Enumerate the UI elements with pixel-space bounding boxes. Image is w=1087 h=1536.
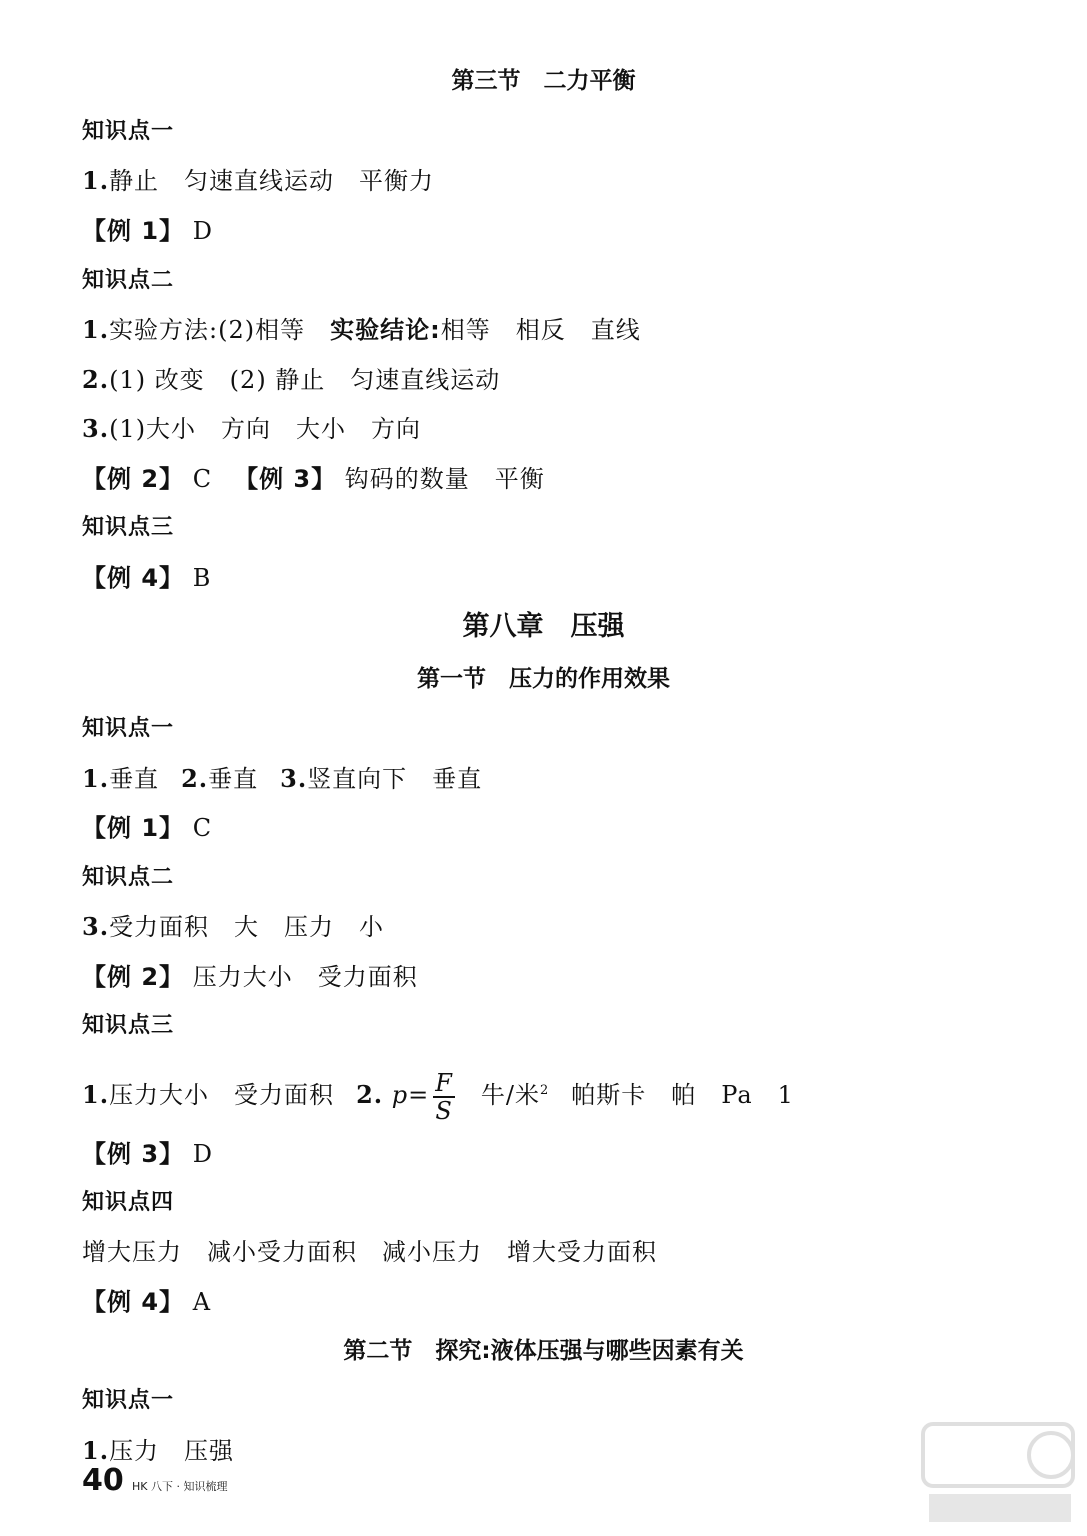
example-label: 【例 1】 — [82, 217, 185, 245]
example-label: 【例 4】 — [82, 564, 185, 592]
item-number: 2. — [82, 365, 110, 394]
footer-label: HK 八下 · 知识梳理 — [132, 1480, 228, 1493]
answer-text: 静止 匀速直线运动 平衡力 — [109, 167, 435, 195]
answer-text: 竖直向下 垂直 — [307, 765, 483, 793]
answer-line-b2 — [82, 365, 500, 395]
knowledge-point-1-heading: 知识点一 — [82, 716, 175, 741]
answer-text: 垂直 — [208, 765, 259, 793]
answer-line-c — [82, 764, 482, 794]
answer-line-b3 — [82, 414, 421, 444]
chapter-title: 第八章 压强 — [462, 611, 625, 642]
section-title-liquid-pressure: 第二节 探究:液体压强与哪些因素有关 — [343, 1338, 744, 1364]
watermark-url-bar — [929, 1494, 1071, 1522]
example-4-line — [82, 563, 211, 593]
knowledge-point-3-heading: 知识点三 — [82, 1013, 175, 1038]
answer-text: 垂直 — [109, 765, 160, 793]
example-answer: D — [192, 1140, 213, 1168]
example-label: 【例 3】 — [82, 1140, 185, 1168]
example-4-line — [82, 1287, 211, 1317]
example-2-3-line — [82, 464, 545, 494]
item-number: 1. — [82, 166, 110, 195]
answer-line-f: 增大压力 减小受力面积 减小压力 增大受力面积 — [82, 1238, 657, 1266]
watermark-circle — [1029, 1433, 1073, 1477]
answer-line-e — [82, 1063, 794, 1124]
example-1-line — [82, 216, 213, 246]
example-label: 【例 2】 — [82, 465, 185, 493]
example-answer: D — [192, 217, 213, 245]
knowledge-point-2-heading: 知识点二 — [82, 268, 175, 293]
section-title-pressure-effect: 第一节 压力的作用效果 — [417, 666, 670, 692]
answer-line-1 — [82, 166, 434, 196]
answer-line-g — [82, 1436, 234, 1466]
page-number: 40 — [82, 1463, 124, 1498]
example-label: 【例 3】 — [234, 465, 337, 493]
unit-exponent: 2 — [540, 1083, 550, 1098]
example-label: 【例 1】 — [82, 814, 185, 842]
answer-text: 相等 相反 直线 — [440, 316, 641, 344]
knowledge-point-3-heading: 知识点三 — [82, 515, 175, 540]
answer-text: 帕斯卡 帕 Pa 1 — [571, 1081, 794, 1109]
answer-line-b1 — [82, 315, 641, 345]
answer-text: (1) 改变 (2) 静止 匀速直线运动 — [109, 366, 501, 394]
knowledge-point-4-heading: 知识点四 — [82, 1190, 175, 1215]
example-label: 【例 2】 — [82, 963, 185, 991]
knowledge-point-1-heading: 知识点一 — [82, 1388, 175, 1413]
item-number: 1. — [82, 1080, 110, 1109]
item-number: 1. — [82, 764, 110, 793]
example-answer: B — [192, 564, 212, 592]
item-number: 1. — [82, 315, 110, 344]
item-number: 3. — [280, 764, 308, 793]
fraction-denominator: S — [435, 1096, 453, 1125]
example-label: 【例 4】 — [82, 1288, 185, 1316]
answer-line-d3 — [82, 912, 384, 942]
knowledge-point-1-heading: 知识点一 — [82, 119, 175, 144]
example-1-line — [82, 813, 212, 843]
section-title-two-force-balance: 第三节 二力平衡 — [451, 68, 636, 94]
unit-text: 牛/米 — [480, 1081, 540, 1109]
answer-text: 实验方法:(2)相等 — [109, 316, 331, 344]
example-answer: A — [192, 1288, 212, 1316]
item-number: 1. — [82, 1436, 110, 1465]
pressure-symbol: p= — [391, 1081, 430, 1109]
example-answer: C — [192, 814, 213, 842]
knowledge-point-2-heading: 知识点二 — [82, 865, 175, 890]
item-number: 3. — [82, 912, 110, 941]
answer-text: 压力 压强 — [109, 1437, 235, 1465]
item-number: 2. — [181, 764, 209, 793]
fraction-numerator: F — [435, 1068, 453, 1097]
answer-text: 受力面积 大 压力 小 — [109, 913, 385, 941]
item-number: 3. — [82, 414, 110, 443]
answer-text: 压力大小 受力面积 — [109, 1081, 335, 1109]
example-3-line — [82, 1139, 213, 1169]
answer-text: (1)大小 方向 大小 方向 — [109, 415, 422, 443]
conclusion-label: 实验结论: — [330, 316, 441, 344]
example-answer: 钩码的数量 平衡 — [344, 465, 545, 493]
example-answer: C — [192, 465, 213, 493]
watermark-logo — [919, 1420, 1079, 1530]
item-number: 2. — [356, 1080, 384, 1109]
example-2-line — [82, 962, 418, 992]
pressure-formula-fraction — [433, 1070, 455, 1124]
example-answer: 压力大小 受力面积 — [192, 963, 418, 991]
